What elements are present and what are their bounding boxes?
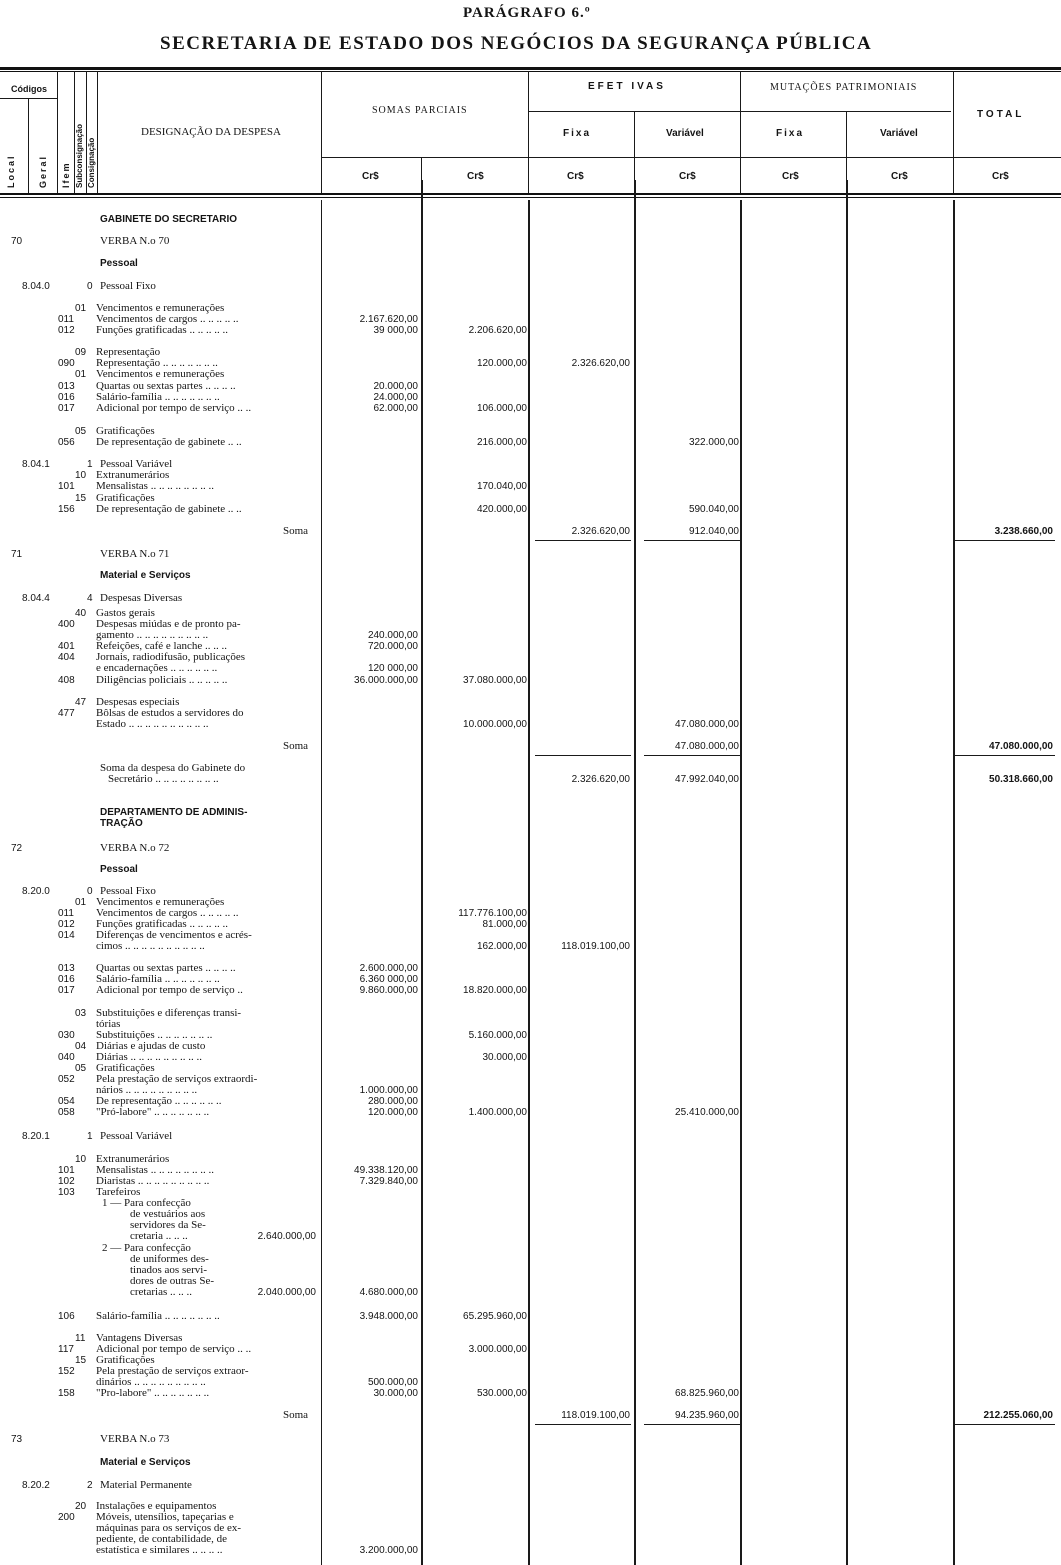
row-description: estatística e similares .. .. .. .. (96, 1544, 223, 1556)
row-description: Despesas especiais (96, 696, 180, 708)
row-description: GABINETE DO SECRETARIO (100, 214, 238, 225)
row-description: Material e Serviços (100, 1457, 191, 1468)
row-partial-sum-1: 3.200.000,00 (359, 1545, 418, 1556)
row-description: Quartas ou sextas partes .. .. .. .. (96, 380, 236, 392)
row-subcode: 117 (58, 1344, 74, 1355)
row-subcode: 11 (75, 1333, 86, 1344)
row-subcode: 016 (58, 392, 75, 403)
row-partial-sum-2: 10.000.000,00 (463, 719, 527, 730)
row-description: Bôlsas de estudos a servidores do (96, 707, 244, 719)
row-subcode: 09 (75, 347, 87, 358)
col-line-mvar (953, 71, 954, 193)
row-efetiva-variavel: 25.410.000,00 (675, 1107, 739, 1118)
row-description: Instalações e equipamentos (96, 1500, 217, 1512)
row-code: 8.04.1 (22, 459, 50, 470)
row-subcode: 106 (58, 1311, 75, 1322)
row-code: 71 (11, 549, 23, 560)
row-subcode: 012 (58, 919, 75, 930)
col-line-var (740, 71, 741, 193)
row-subcode: 017 (58, 403, 75, 414)
row-subcode: 101 (58, 481, 75, 492)
row-description: Pessoal Fixo (100, 280, 156, 292)
row-efetiva-variavel: 94.235.960,00 (675, 1410, 739, 1421)
soma-rule (535, 755, 631, 756)
row-partial-sum-1: 240.000,00 (367, 630, 418, 641)
header-top-rule (0, 67, 1061, 70)
row-description: Vencimentos de cargos .. .. .. .. .. (96, 907, 239, 919)
row-description: tinados aos servi- (130, 1264, 207, 1276)
row-partial-sum-2: 81.000,00 (482, 919, 527, 930)
row-efetiva-variavel: 47.992.040,00 (675, 774, 739, 785)
row-description: Pessoal (100, 864, 138, 875)
col-line-1 (28, 98, 29, 193)
row-description: Mensalistas .. .. .. .. .. .. .. .. (96, 1164, 214, 1176)
row-subcode: 013 (58, 381, 75, 392)
row-description: Vencimentos e remunerações (96, 302, 225, 314)
row-efetiva-fixa: 118.019.100,00 (561, 1410, 630, 1421)
row-description: nários .. .. .. .. .. .. .. .. .. (96, 1084, 198, 1096)
row-partial-sum-2: 216.000,00 (476, 437, 527, 448)
row-description: 2 — Para confecção (102, 1242, 191, 1254)
row-code: 72 (11, 843, 23, 854)
row-partial-sum-1: 24.000,00 (373, 392, 418, 403)
header-bottom-rule-2 (0, 197, 1061, 198)
row-description: dinários .. .. .. .. .. .. .. .. .. (96, 1376, 206, 1388)
row-partial-sum-2: 106.000,00 (476, 403, 527, 414)
header-currency-1: Cr$ (362, 171, 379, 182)
row-subcode: 05 (75, 426, 87, 437)
row-subcode: 156 (58, 504, 75, 515)
row-subcode: 20 (75, 1501, 87, 1512)
row-partial-sum-2: 30.000,00 (482, 1052, 527, 1063)
row-description: "Pro-labore" .. .. .. .. .. .. .. (96, 1387, 210, 1399)
soma-rule (644, 755, 740, 756)
row-description: Despesas Diversas (100, 592, 183, 604)
row-description: Gratificações (96, 425, 155, 437)
row-partial-sum-1: 4.680.000,00 (359, 1287, 418, 1298)
row-description: Pela prestação de serviços extraor- (96, 1365, 249, 1377)
row-code: 70 (11, 236, 23, 247)
row-description: cretarias .. .. .. (130, 1286, 192, 1298)
row-subcode: 1 (87, 459, 93, 470)
row-code: 8.04.4 (22, 593, 50, 604)
row-efetiva-variavel: 47.080.000,00 (675, 719, 739, 730)
row-subcode: 102 (58, 1176, 75, 1187)
row-description: Pessoal (100, 258, 138, 269)
body-col-var (740, 200, 742, 1565)
header-top-rule-2 (0, 71, 1061, 72)
row-subcode: 15 (75, 1355, 87, 1366)
row-subcode: 0 (87, 886, 93, 897)
row-partial-sum-1: 36.000.000,00 (354, 675, 418, 686)
row-description: e encadernações .. .. .. .. .. .. (96, 662, 218, 674)
row-partial-sum-2: 162.000,00 (476, 941, 527, 952)
row-subcode: 10 (75, 1154, 87, 1165)
row-description: cretaria .. .. .. (130, 1230, 188, 1242)
row-efetiva-variavel: 590.040,00 (688, 504, 739, 515)
row-partial-sum-2: 1.400.000,00 (468, 1107, 527, 1118)
row-code: 8.20.2 (22, 1480, 50, 1491)
row-description: Tarefeiros (96, 1186, 141, 1198)
row-partial-sum-2: 5.160.000,00 (468, 1030, 527, 1041)
row-description: Gratificações (96, 1354, 155, 1366)
row-efetiva-fixa: 2.326.620,00 (571, 526, 630, 537)
row-subcode: 158 (58, 1388, 75, 1399)
row-subcode: 200 (58, 1512, 75, 1523)
row-description: De representação .. .. .. .. .. .. (96, 1095, 222, 1107)
row-partial-sum-1: 2.600.000,00 (359, 963, 418, 974)
row-partial-sum-1: 3.948.000,00 (359, 1311, 418, 1322)
soma-rule (535, 540, 631, 541)
row-description: Pessoal Fixo (100, 885, 156, 897)
row-description: Representação .. .. .. .. .. .. .. (96, 357, 218, 369)
row-subcode: 01 (75, 897, 87, 908)
header-fixa: Fixa (563, 128, 592, 139)
row-total: 47.080.000,00 (989, 741, 1053, 752)
row-description: Funções gratificadas .. .. .. .. .. (96, 324, 228, 336)
header-consignacao: Consignação (87, 137, 96, 188)
row-efetiva-variavel: 322.000,00 (688, 437, 739, 448)
row-partial-sum-1: 2.167.620,00 (359, 314, 418, 325)
header-currency-3: Cr$ (567, 171, 584, 182)
row-description: DEPARTAMENTO DE ADMINIS- (100, 807, 248, 818)
header-mut-fixa: Fixa (776, 128, 805, 139)
row-partial-sum-1: 30.000,00 (373, 1388, 418, 1399)
row-description: Material e Serviços (100, 570, 191, 581)
row-partial-sum-1: 500.000,00 (367, 1377, 418, 1388)
row-description: VERBA N.o 71 (100, 548, 170, 560)
row-description: Adicional por tempo de serviço .. .. (96, 402, 252, 414)
soma-total-rule (955, 755, 1055, 756)
row-subcode: 404 (58, 652, 75, 663)
row-description: Estado .. .. .. .. .. .. .. .. .. .. (96, 718, 209, 730)
header-geral: Geral (38, 154, 48, 188)
row-description: Mensalistas .. .. .. .. .. .. .. .. (96, 480, 214, 492)
row-subcode: 400 (58, 619, 75, 630)
row-partial-sum-2: 530.000,00 (476, 1388, 527, 1399)
header-currency-4: Cr$ (679, 171, 696, 182)
col-line-s2 (528, 71, 529, 193)
row-description: TRAÇÃO (100, 818, 143, 829)
body-col-mvar (953, 200, 955, 1565)
row-description: Vencimentos e remunerações (96, 896, 225, 908)
row-description: "Pró-labore" .. .. .. .. .. .. .. (96, 1106, 210, 1118)
row-subcode: 052 (58, 1074, 75, 1085)
row-description: Gratificações (96, 492, 155, 504)
body-col-desig (321, 200, 322, 1565)
row-subcode: 013 (58, 963, 75, 974)
header-currency-5: Cr$ (782, 171, 799, 182)
row-description: Salário-família .. .. .. .. .. .. .. (96, 1310, 220, 1322)
header-total: TOTAL (977, 109, 1025, 120)
row-efetiva-variavel: 68.825.960,00 (675, 1388, 739, 1399)
row-partial-sum-1: 120 000,00 (367, 663, 418, 674)
row-subcode: 01 (75, 369, 87, 380)
row-partial-sum-2: 18.820.000,00 (463, 985, 527, 996)
row-subcode: 4 (87, 593, 93, 604)
row-description: máquinas para os serviços de ex- (96, 1522, 242, 1534)
header-currency-6: Cr$ (891, 171, 908, 182)
header-subconsignacao: Subconsignação (75, 123, 84, 188)
header-currency-2: Cr$ (467, 171, 484, 182)
row-partial-sum-1: 120.000,00 (367, 1107, 418, 1118)
soma-label: Soma (283, 740, 309, 752)
soma-label: Soma (283, 525, 309, 537)
row-description: Adicional por tempo de serviço .. (96, 984, 243, 996)
row-efetiva-fixa: 2.326.620,00 (571, 774, 630, 785)
row-subcode: 401 (58, 641, 75, 652)
row-subcode: 011 (58, 908, 74, 919)
row-description: Representação (96, 346, 161, 358)
row-partial-sum-2: 420.000,00 (476, 504, 527, 515)
row-description: Substituições e diferenças transi- (96, 1007, 242, 1019)
row-description: Diferenças de vencimentos e acrés- (96, 929, 252, 941)
row-description: servidores da Se- (130, 1219, 206, 1231)
soma-rule (535, 1424, 631, 1425)
row-description: Funções gratificadas .. .. .. .. .. (96, 918, 228, 930)
header-designacao: DESIGNAÇÃO DA DESPESA (141, 126, 281, 138)
row-partial-sum-2: 3.000.000,00 (468, 1344, 527, 1355)
row-subcode: 03 (75, 1008, 87, 1019)
row-subcode: 47 (75, 697, 87, 708)
row-subcode: 1 (87, 1131, 93, 1142)
header-local: Local (6, 154, 16, 188)
row-description: Diárias .. .. .. .. .. .. .. .. .. (96, 1051, 203, 1063)
header-currency-7: Cr$ (992, 171, 1009, 182)
row-description: Extranumerários (96, 469, 170, 481)
row-partial-sum-1: 39 000,00 (373, 325, 418, 336)
soma-total-rule (955, 540, 1055, 541)
row-description: VERBA N.o 73 (100, 1433, 170, 1445)
row-description: Despesas miúdas e de pronto pa- (96, 618, 241, 630)
header-cr-rule (321, 157, 1061, 158)
header-mut-variavel: Variável (880, 128, 918, 139)
row-total: 3.238.660,00 (994, 526, 1053, 537)
row-subcode: 40 (75, 608, 87, 619)
row-description: Pessoal Variável (100, 1130, 173, 1142)
row-subcode: 040 (58, 1052, 75, 1063)
row-subcode: 016 (58, 974, 75, 985)
row-description: Jornais, radiodifusão, publicações (96, 651, 246, 663)
row-partial-sum-1: 62.000,00 (373, 403, 418, 414)
soma-rule (644, 1424, 740, 1425)
soma-label: Soma (283, 1409, 309, 1421)
row-description: 1 — Para confecção (102, 1197, 191, 1209)
row-subcode: 0 (87, 281, 93, 292)
row-partial-sum-1: 720.000,00 (367, 641, 418, 652)
row-description: Gratificações (96, 1062, 155, 1074)
row-subcode: 058 (58, 1107, 75, 1118)
row-description: Diárias e ajudas de custo (96, 1040, 206, 1052)
row-inner-value: 2.040.000,00 (257, 1287, 316, 1298)
col-line-desig (321, 71, 322, 193)
header-efetivas: EFET IVAS (588, 81, 666, 92)
row-partial-sum-1: 49.338.120,00 (354, 1165, 418, 1176)
row-subcode: 04 (75, 1041, 87, 1052)
row-description: Adicional por tempo de serviço .. .. (96, 1343, 252, 1355)
row-description: pediente, de contabilidade, de (96, 1533, 228, 1545)
row-description: Quartas ou sextas partes .. .. .. .. (96, 962, 236, 974)
row-subcode: 152 (58, 1366, 75, 1377)
row-partial-sum-1: 1.000.000,00 (359, 1085, 418, 1096)
row-subcode: 030 (58, 1030, 75, 1041)
row-partial-sum-1: 20.000,00 (373, 381, 418, 392)
row-total: 50.318.660,00 (989, 774, 1053, 785)
soma-rule (644, 540, 740, 541)
row-description: Diaristas .. .. .. .. .. .. .. .. .. (96, 1175, 210, 1187)
row-description: de vestuários aos (130, 1208, 206, 1220)
row-description: Material Permanente (100, 1479, 192, 1491)
row-description: VERBA N.o 70 (100, 235, 170, 247)
header-variavel: Variável (666, 128, 704, 139)
row-description: Pessoal Variável (100, 458, 173, 470)
row-description: Salário-família .. .. .. .. .. .. .. (96, 391, 220, 403)
paragraph-heading: PARÁGRAFO 6.º (463, 5, 591, 21)
row-total: 212.255.060,00 (983, 1410, 1053, 1421)
row-description: VERBA N.o 72 (100, 842, 170, 854)
row-subcode: 054 (58, 1096, 75, 1107)
row-partial-sum-2: 37.080.000,00 (463, 675, 527, 686)
row-description: Extranumerários (96, 1153, 170, 1165)
row-code: 8.20.1 (22, 1131, 50, 1142)
row-partial-sum-2: 2.206.620,00 (468, 325, 527, 336)
col-line-2 (57, 71, 58, 193)
col-line-5 (97, 71, 98, 193)
row-subcode: 477 (58, 708, 75, 719)
row-efetiva-variavel: 47.080.000,00 (675, 741, 739, 752)
row-description: Vencimentos de cargos .. .. .. .. .. (96, 313, 239, 325)
row-subcode: 056 (58, 437, 75, 448)
row-description: Pela prestação de serviços extraordi- (96, 1073, 258, 1085)
header-bottom-rule (0, 193, 1061, 195)
row-description: dores de outras Se- (130, 1275, 215, 1287)
row-description: Refeições, café e lanche .. .. .. (96, 640, 228, 652)
row-partial-sum-1: 9.860.000,00 (359, 985, 418, 996)
page-title: SECRETARIA DE ESTADO DOS NEGÓCIOS DA SEGURANÇA PÚBLICA (160, 33, 873, 54)
row-description: cimos .. .. .. .. .. .. .. .. .. .. (96, 940, 205, 952)
row-efetiva-variavel: 912.040,00 (688, 526, 739, 537)
row-subcode: 15 (75, 493, 87, 504)
row-description: De representação de gabinete .. .. (96, 436, 242, 448)
row-subcode: 101 (58, 1165, 75, 1176)
row-code: 8.20.0 (22, 886, 50, 897)
row-description: De representação de gabinete .. .. (96, 503, 242, 515)
row-description: Vencimentos e remunerações (96, 368, 225, 380)
row-code: 8.04.0 (22, 281, 50, 292)
soma-total-rule (955, 1424, 1055, 1425)
header-somas-parciais: SOMAS PARCIAIS (372, 105, 468, 116)
row-subcode: 10 (75, 470, 87, 481)
row-description: Soma da despesa do Gabinete do (100, 762, 246, 774)
row-partial-sum-2: 120.000,00 (476, 358, 527, 369)
row-subcode: 011 (58, 314, 74, 325)
row-partial-sum-2: 170.040,00 (476, 481, 527, 492)
row-description: gamento .. .. .. .. .. .. .. .. .. (96, 629, 209, 641)
row-description: de uniformes des- (130, 1253, 209, 1265)
row-partial-sum-2: 117.776.100,00 (458, 908, 527, 919)
row-description: Secretário .. .. .. .. .. .. .. .. (108, 773, 219, 785)
header-item: Ifem (61, 161, 71, 188)
row-subcode: 017 (58, 985, 75, 996)
body-col-s1 (421, 180, 423, 1565)
row-description: tórias (96, 1018, 121, 1030)
row-subcode: 05 (75, 1063, 87, 1074)
body-col-mfixa (846, 180, 848, 1565)
row-description: Diligências policiais .. .. .. .. .. (96, 674, 228, 686)
header-codigos: Códigos (11, 84, 47, 94)
row-description: Gastos gerais (96, 607, 155, 619)
row-code: 73 (11, 1434, 23, 1445)
row-partial-sum-2: 65.295.960,00 (463, 1311, 527, 1322)
row-description: Substituições .. .. .. .. .. .. .. (96, 1029, 213, 1041)
row-subcode: 103 (58, 1187, 75, 1198)
row-description: Móveis, utensílios, tapeçarias e (96, 1511, 234, 1523)
row-inner-value: 2.640.000,00 (257, 1231, 316, 1242)
row-subcode: 2 (87, 1480, 93, 1491)
row-partial-sum-1: 6.360 000,00 (359, 974, 418, 985)
row-subcode: 408 (58, 675, 75, 686)
body-col-s2 (528, 200, 530, 1565)
row-partial-sum-1: 7.329.840,00 (359, 1176, 418, 1187)
row-description: Vantagens Diversas (96, 1332, 183, 1344)
body-col-fixa (634, 180, 636, 1565)
row-subcode: 090 (58, 358, 75, 369)
row-efetiva-fixa: 2.326.620,00 (571, 358, 630, 369)
header-mutacoes: MUTAÇÕES PATRIMONIAIS (770, 82, 918, 93)
row-partial-sum-1: 280.000,00 (367, 1096, 418, 1107)
row-subcode: 014 (58, 930, 75, 941)
row-efetiva-fixa: 118.019.100,00 (561, 941, 630, 952)
row-subcode: 012 (58, 325, 75, 336)
row-description: Salário-família .. .. .. .. .. .. .. (96, 973, 220, 985)
row-subcode: 01 (75, 303, 87, 314)
